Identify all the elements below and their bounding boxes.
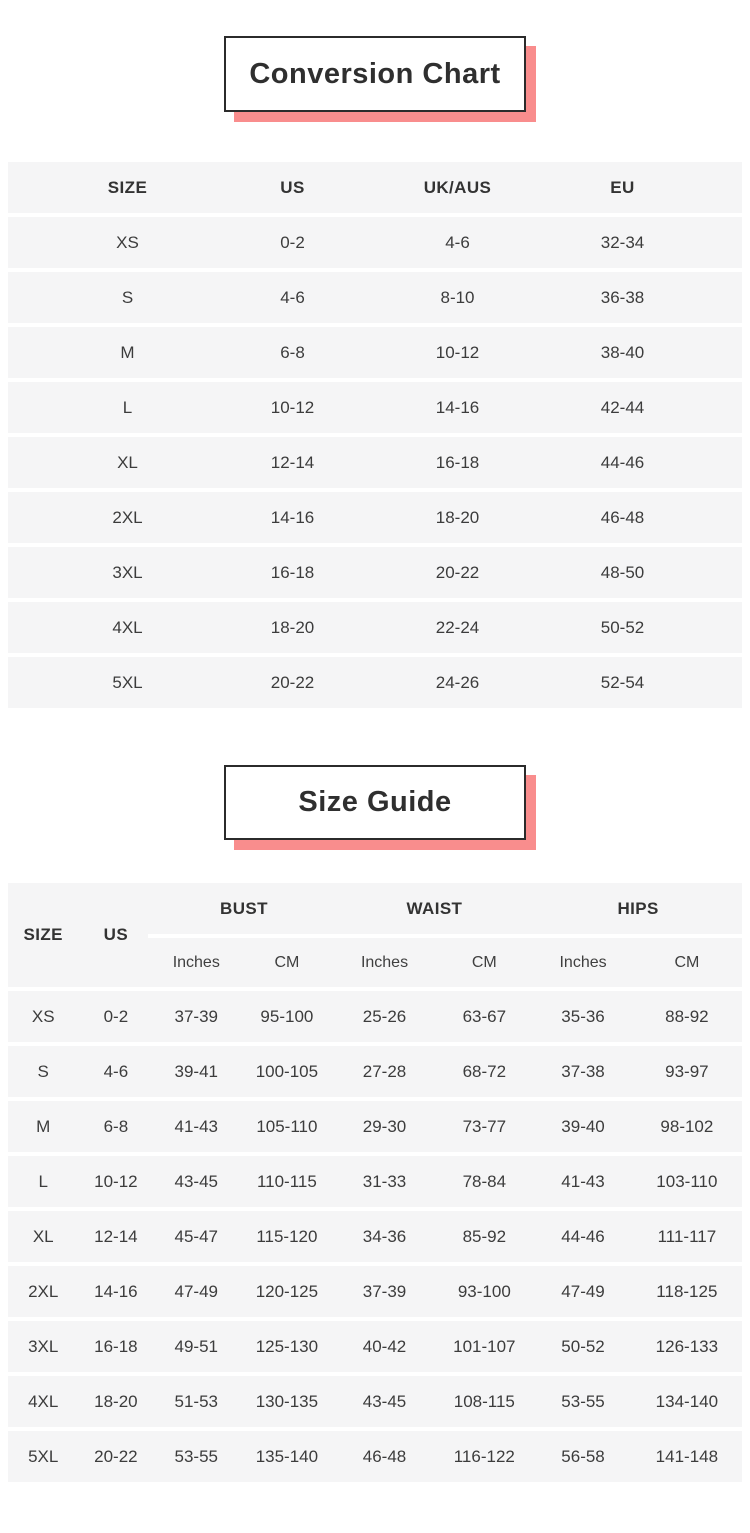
table-cell: 141-148 — [655, 1446, 719, 1466]
column-header-size: SIZE — [23, 925, 63, 944]
table-cell: 18-20 — [270, 617, 315, 637]
table-row — [8, 1431, 742, 1482]
subcolumn-header-bust-cm: CM — [274, 953, 300, 971]
table-cell: 24-26 — [435, 672, 480, 692]
table-cell: 103-110 — [656, 1171, 718, 1191]
table-cell: 18-20 — [435, 507, 480, 527]
table-row — [8, 1376, 742, 1427]
table-cell: 25-26 — [362, 1006, 407, 1026]
table-cell: 111-117 — [657, 1226, 717, 1246]
conversion-chart-title: Conversion Chart — [249, 57, 501, 90]
table-cell: M — [120, 342, 135, 362]
table-cell: 47-49 — [561, 1281, 605, 1301]
table-cell: 44-46 — [561, 1226, 605, 1246]
table-cell: 16-18 — [270, 562, 315, 582]
table-cell: 115-120 — [256, 1226, 318, 1246]
table-cell: 16-18 — [94, 1336, 138, 1356]
table-cell: 4XL — [112, 617, 143, 637]
table-cell: 10-12 — [435, 342, 480, 362]
subcolumn-header-bust-inches: Inches — [172, 953, 220, 971]
subcolumn-header-waist-cm: CM — [471, 953, 497, 971]
table-row — [8, 991, 742, 1042]
table-cell: 31-33 — [362, 1171, 407, 1191]
table-cell: 5XL — [112, 672, 143, 692]
column-header-size: SIZE — [107, 177, 148, 197]
table-cell: 46-48 — [362, 1446, 407, 1466]
table-cell: 43-45 — [362, 1391, 407, 1411]
table-cell: 47-49 — [174, 1281, 218, 1301]
table-cell: 3XL — [28, 1336, 59, 1356]
table-row — [8, 1321, 742, 1372]
conversion-chart-title-box — [224, 36, 526, 112]
table-cell: 73-77 — [462, 1116, 507, 1136]
table-cell: 16-18 — [435, 452, 480, 472]
table-cell: 116-122 — [453, 1446, 515, 1466]
table-cell: 85-92 — [462, 1226, 507, 1246]
table-cell: 98-102 — [660, 1116, 714, 1136]
header-divider-line — [148, 934, 742, 938]
table-cell: 4-6 — [280, 287, 305, 307]
table-cell: XL — [32, 1226, 54, 1246]
table-cell: 50-52 — [561, 1336, 605, 1356]
table-cell: 0-2 — [103, 1006, 129, 1026]
table-cell: XS — [31, 1006, 55, 1026]
table-cell: 34-36 — [362, 1226, 407, 1246]
column-header-uk-aus: UK/AUS — [423, 177, 492, 197]
table-cell: 2XL — [28, 1281, 59, 1301]
table-cell: 22-24 — [435, 617, 480, 637]
table-cell: S — [37, 1061, 49, 1081]
table-cell: 56-58 — [561, 1446, 605, 1466]
table-cell: 118-125 — [656, 1281, 718, 1301]
table-cell: 4XL — [28, 1391, 59, 1411]
table-cell: 3XL — [112, 562, 143, 582]
table-row — [8, 1046, 742, 1097]
table-cell: 4-6 — [445, 232, 470, 252]
table-cell: 5XL — [28, 1446, 59, 1466]
size-guide-title: Size Guide — [298, 786, 452, 818]
table-cell: 20-22 — [435, 562, 480, 582]
table-cell: 37-38 — [561, 1061, 605, 1081]
table-cell: 93-97 — [665, 1061, 709, 1081]
table-cell: 36-38 — [600, 287, 645, 307]
table-cell: 134-140 — [655, 1391, 719, 1411]
table-cell: L — [122, 397, 133, 417]
table-cell: 95-100 — [260, 1006, 314, 1026]
table-cell: 10-12 — [270, 397, 315, 417]
table-cell: 125-130 — [255, 1336, 319, 1356]
group-header-waist: WAIST — [406, 898, 463, 918]
table-cell: 120-125 — [255, 1281, 319, 1301]
size-guide-left-headers — [8, 883, 153, 987]
table-cell: 45-47 — [174, 1226, 218, 1246]
table-cell: 37-39 — [174, 1006, 218, 1026]
table-cell: 12-14 — [94, 1226, 138, 1246]
size-guide-table — [8, 883, 742, 1486]
table-cell: 51-53 — [174, 1391, 218, 1411]
conversion-chart-body — [8, 217, 742, 708]
table-cell: S — [121, 287, 134, 307]
column-header-eu: EU — [610, 177, 635, 197]
table-cell: 29-30 — [362, 1116, 407, 1136]
table-row — [8, 1211, 742, 1262]
table-cell: M — [36, 1116, 51, 1136]
size-guide-header — [8, 883, 742, 987]
table-cell: 32-34 — [600, 232, 645, 252]
table-cell: 27-28 — [362, 1061, 407, 1081]
table-cell: 41-43 — [561, 1171, 605, 1191]
table-cell: 44-46 — [600, 452, 645, 472]
table-row — [8, 437, 742, 488]
table-cell: 4-6 — [103, 1061, 129, 1081]
table-row — [8, 217, 742, 268]
table-cell: 0-2 — [280, 232, 305, 252]
table-row — [8, 1156, 742, 1207]
table-cell: 37-39 — [362, 1281, 407, 1301]
table-row — [8, 382, 742, 433]
table-cell: 38-40 — [600, 342, 645, 362]
table-row — [8, 657, 742, 708]
group-header-bust: BUST — [220, 898, 268, 918]
table-cell: 35-36 — [561, 1006, 605, 1026]
table-cell: 43-45 — [174, 1171, 218, 1191]
column-header-us: US — [280, 177, 305, 197]
table-cell: 18-20 — [94, 1391, 138, 1411]
table-row — [8, 1101, 742, 1152]
table-cell: 126-133 — [655, 1336, 719, 1356]
table-cell: 78-84 — [462, 1171, 507, 1191]
table-cell: 2XL — [112, 507, 143, 527]
table-row — [8, 327, 742, 378]
table-cell: 68-72 — [462, 1061, 507, 1081]
table-cell: 14-16 — [435, 397, 480, 417]
subcolumn-header-hips-inches: Inches — [559, 953, 607, 971]
table-row — [8, 547, 742, 598]
table-row — [8, 602, 742, 653]
table-cell: 49-51 — [174, 1336, 218, 1356]
table-cell: 53-55 — [561, 1391, 605, 1411]
table-cell: 93-100 — [457, 1281, 511, 1301]
table-cell: 50-52 — [600, 617, 645, 637]
table-cell: 108-115 — [453, 1391, 515, 1411]
table-cell: 130-135 — [255, 1391, 319, 1411]
size-guide-body — [8, 991, 742, 1482]
table-cell: 101-107 — [453, 1336, 516, 1356]
table-cell: 8-10 — [440, 287, 475, 307]
table-cell: 42-44 — [600, 397, 645, 417]
table-row — [8, 492, 742, 543]
table-cell: 88-92 — [665, 1006, 709, 1026]
table-cell: 39-41 — [174, 1061, 218, 1081]
table-cell: 41-43 — [174, 1116, 218, 1136]
table-cell: 20-22 — [94, 1446, 138, 1466]
table-cell: 10-12 — [94, 1171, 138, 1191]
table-cell: 46-48 — [600, 507, 645, 527]
conversion-chart-header-row — [8, 162, 742, 213]
table-cell: 6-8 — [280, 342, 305, 362]
subcolumn-header-hips-cm: CM — [674, 953, 700, 971]
table-cell: 48-50 — [600, 562, 645, 582]
conversion-chart-table — [8, 162, 742, 712]
table-cell: L — [38, 1171, 48, 1191]
group-header-hips: HIPS — [617, 898, 659, 918]
table-cell: 105-110 — [256, 1116, 318, 1136]
table-cell: XS — [116, 232, 139, 252]
table-cell: 63-67 — [462, 1006, 507, 1026]
table-row — [8, 272, 742, 323]
table-cell: 14-16 — [94, 1281, 138, 1301]
table-cell: 135-140 — [255, 1446, 319, 1466]
table-cell: 53-55 — [174, 1446, 218, 1466]
subcolumn-header-waist-inches: Inches — [360, 953, 409, 971]
table-cell: 52-54 — [600, 672, 645, 692]
table-cell: XL — [117, 452, 138, 472]
table-row — [8, 1266, 742, 1317]
table-cell: 110-115 — [256, 1171, 317, 1191]
table-cell: 39-40 — [561, 1116, 605, 1136]
table-cell: 100-105 — [255, 1061, 319, 1081]
column-header-us: US — [103, 925, 129, 944]
table-cell: 20-22 — [270, 672, 315, 692]
size-guide-title-box — [224, 765, 526, 840]
table-cell: 6-8 — [103, 1116, 129, 1136]
table-cell: 12-14 — [270, 452, 315, 472]
table-cell: 40-42 — [362, 1336, 407, 1356]
table-cell: 14-16 — [270, 507, 315, 527]
